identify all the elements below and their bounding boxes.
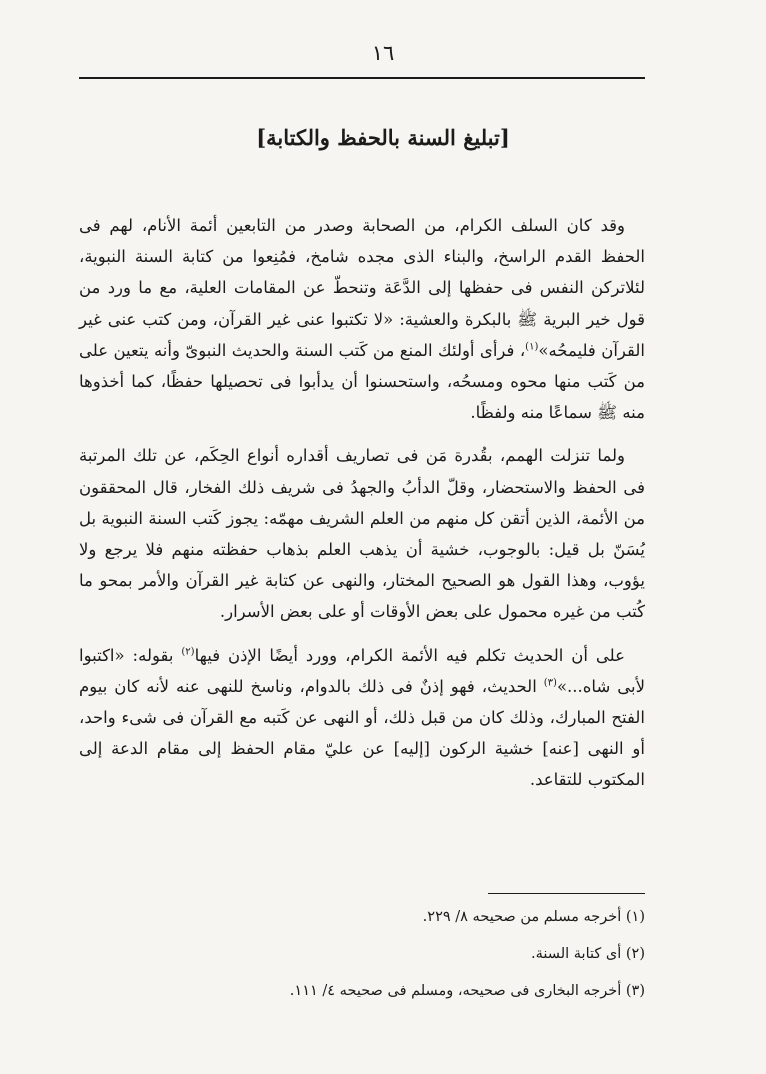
paragraph-1 <box>79 210 645 428</box>
footnote-ref-2: (٢) <box>181 646 195 658</box>
footnotes <box>79 904 645 1015</box>
footnote-ref-1: (١) <box>525 341 539 353</box>
footnote-rule <box>488 893 645 894</box>
footnote-ref-3: (٣) <box>543 677 557 689</box>
paragraph-text: بقوله: «اكتبوا لأبى شاه...» <box>79 645 646 696</box>
paragraph-text: ولما تنزلت الهمم، بقُدرة مَن فى تصاريف أقداره أنواع الحِكَم، عن تلك المرتبة فى الحفظ والاستحضار، وقلّ الدأبُ والجهدُ فى شريف ذلك الفخار، قال المحققون من الأئمة، الذين أتقن كل منهم من العلم الشريف مهمّه: يجوز كَتب السنة النبوية بل يُسَنّ بل قيل: بالوجوب، خشية أن يذهب العلم بذهاب حفظته منهم فلا يرجع ولا يؤوب، وهذا القول هو الصحيح المختار، والنهى عن كتابة غير القرآن والأمر بمحو ما كُتب من غيره محمول على بعض الأوقات أو على بعض الأسرار. <box>79 446 645 622</box>
paragraph-text: وقد كان السلف الكرام، من الصحابة وصدر من التابعين أئمة الأنام، لهم فى الحفظ القدم الراسخ، والبناء الذى مجده شامخ، فمُنِعوا من كتابة السنة النبوية، لئلاتركن النفس فى حفظها إلى الدَّعَة وتنحطّ عن المقامات العلية، مع ما ورد من قول خير البرية ﷺ بالبكرة والعشية: «لا تكتبوا عنى غير القرآن، ومن كتب عنى غير القرآن فليمحُه» <box>79 216 645 360</box>
paragraph-text: على أن الحديث تكلم فيه الأئمة الكرام، وورد أيضًا الإذن فيها <box>194 645 625 665</box>
footnote-1: (١) أخرجه مسلم من صحيحه ٨/ ٢٢٩. <box>422 909 645 925</box>
paragraph-3 <box>79 640 645 796</box>
paragraph-text: ، فرأى أولئك المنع من كَتب السنة والحديث النبوىّ وأنه يتعين على من كَتب منها محوه ومسحُه، واستحسنوا أن يدأبوا فى تحصيلها حفظًا، كما أخذوها منه ﷺ سماعًا منه ولفظًا. <box>79 340 645 423</box>
header-rule <box>79 77 645 79</box>
paragraph-text: الحديث، فهو إذنٌ فى ذلك بالدوام، وناسخ للنهى عنه لأنه كان بيوم الفتح المبارك، وذلك كان من قبل ذلك، أو النهى عن كَتبه مع القرآن فى شىء واحد، أو النهى [عنه] خشية الركون [إليه] عن عليّ مقام الحفظ إلى مقام الدعة إلى المكتوب للتقاعد. <box>79 676 645 790</box>
body-text <box>79 210 645 796</box>
section-heading: [تبليغ السنة بالحفظ والكتابة] <box>256 125 510 150</box>
paragraph-2 <box>79 440 645 627</box>
footnote-3: (٣) أخرجه البخارى فى صحيحه، ومسلم فى صحيحه ٤/ ١١١. <box>289 983 645 999</box>
footnote-2: (٢) أى كتابة السنة. <box>531 946 645 962</box>
page-number: ١٦ <box>371 41 395 65</box>
